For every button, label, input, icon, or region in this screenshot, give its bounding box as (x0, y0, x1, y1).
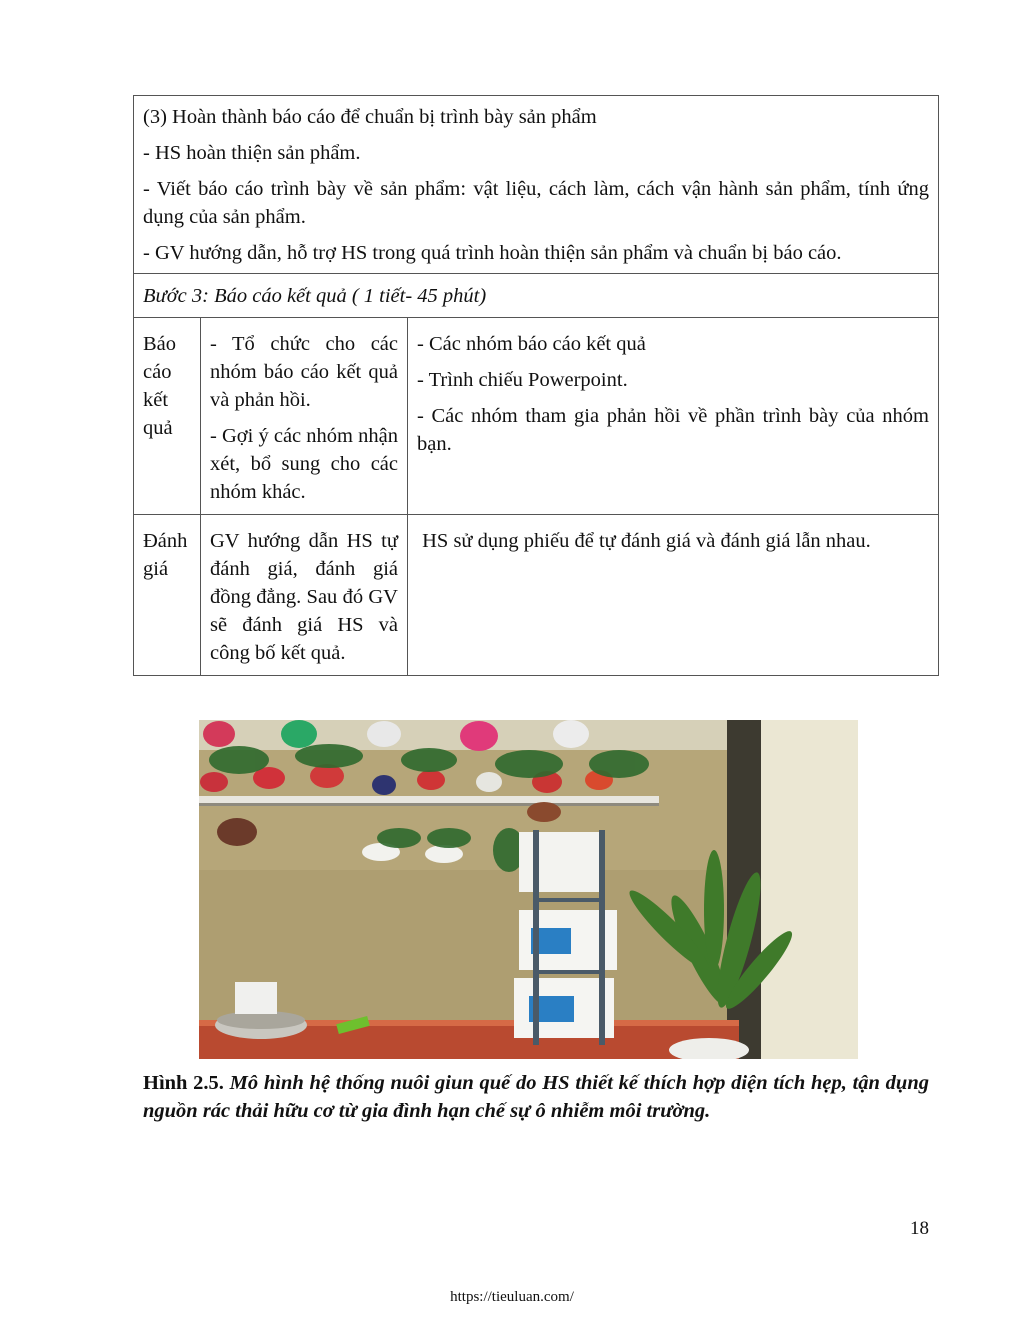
figure-caption-text: Mô hình hệ thống nuôi giun quế do HS thiết kế thích hợp diện tích hẹp, tận dụng nguồn rác thải hữu cơ từ gia đình hạn chế sự ô nhiễm môi trường. (143, 1072, 935, 1122)
page-number: 18 (910, 1218, 929, 1239)
figure-photo (199, 720, 858, 1059)
student-line: HS sử dụng phiếu để tự đánh giá và đánh giá lẫn nhau. (417, 530, 871, 552)
figure-label: Hình 2.5. (143, 1072, 224, 1094)
table-row (134, 515, 939, 676)
row-label: Báo cáo kết quả (134, 318, 201, 515)
teacher-cell (201, 515, 408, 676)
figure-caption (143, 1069, 935, 1125)
prep-heading: (3) Hoàn thành báo cáo để chuẩn bị trình bày sản phẩm (143, 106, 597, 128)
teacher-line: - Tổ chức cho các nhóm báo cáo kết quả và phản hồi. (210, 333, 398, 411)
photo-illustration (199, 720, 858, 1059)
student-line: - Các nhóm tham gia phản hồi về phần trình bày của nhóm bạn. (417, 405, 929, 455)
student-cell (408, 318, 939, 515)
activity-table (133, 95, 939, 676)
prep-line: - GV hướng dẫn, hỗ trợ HS trong quá trình hoàn thiện sản phẩm và chuẩn bị báo cáo. (143, 242, 842, 264)
student-cell (408, 515, 939, 676)
student-line: - Trình chiếu Powerpoint. (417, 369, 628, 391)
prep-cell (134, 96, 939, 274)
prep-line: - HS hoàn thiện sản phẩm. (143, 142, 361, 164)
teacher-cell (201, 318, 408, 515)
step3-heading: Bước 3: Báo cáo kết quả ( 1 tiết- 45 phút) (134, 274, 939, 318)
row-label: Đánh giá (134, 515, 201, 676)
footer-url[interactable]: https://tieuluan.com/ (450, 1289, 574, 1305)
teacher-line: GV hướng dẫn HS tự đánh giá, đánh giá đồng đẳng. Sau đó GV sẽ đánh giá HS và công bố kết quả. (210, 530, 398, 664)
prep-line: - Viết báo cáo trình bày về sản phẩm: vật liệu, cách làm, cách vận hành sản phẩm, tính ứng dụng của sản phẩm. (143, 178, 929, 228)
teacher-line: - Gợi ý các nhóm nhận xét, bổ sung cho các nhóm khác. (210, 425, 398, 503)
table-row (134, 318, 939, 515)
student-line: - Các nhóm báo cáo kết quả (417, 333, 646, 355)
